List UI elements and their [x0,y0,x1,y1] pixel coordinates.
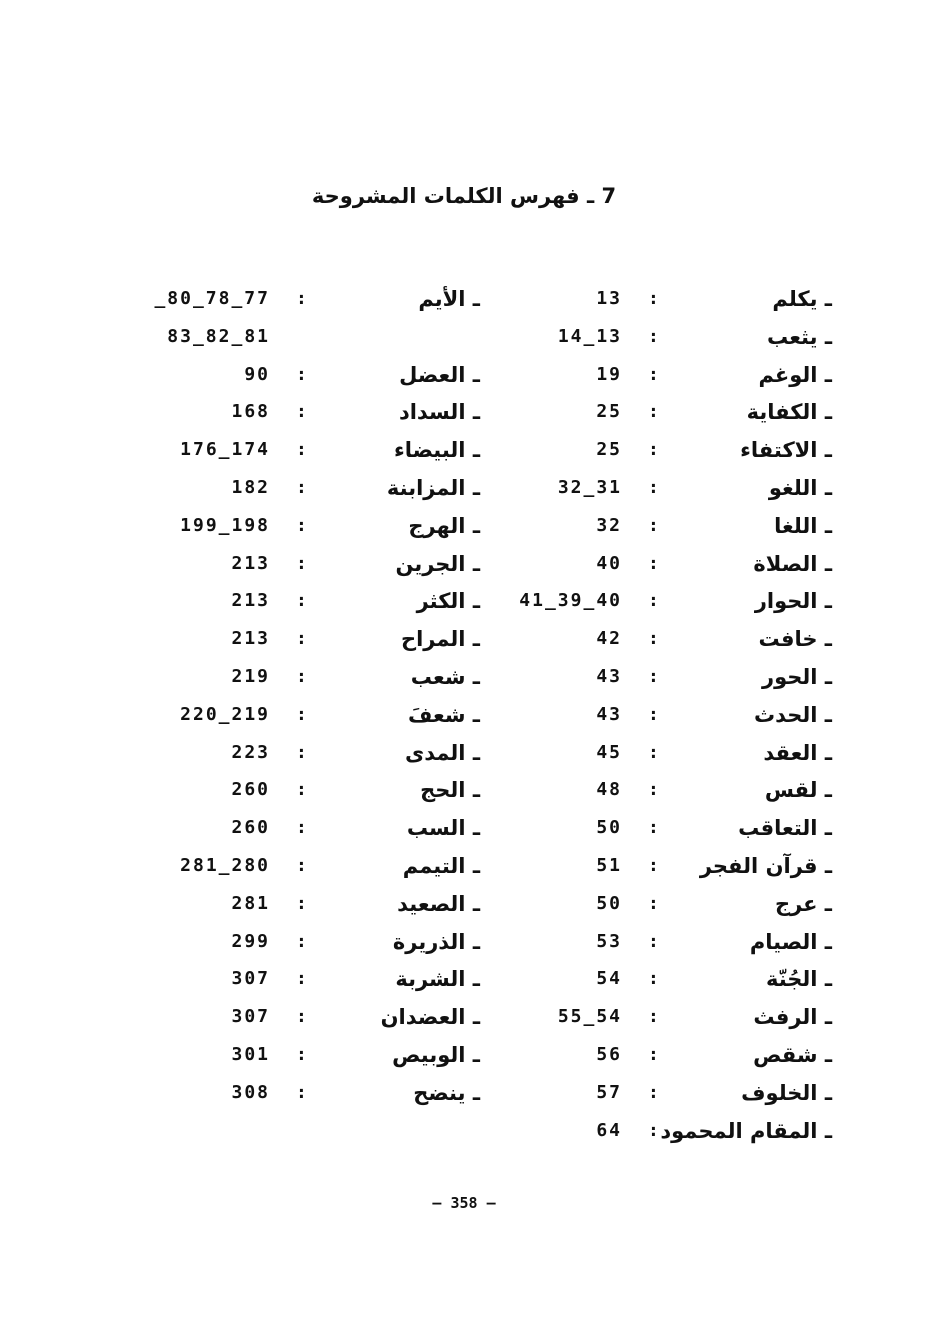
entry-page-numbers: 299 [231,930,270,952]
entry-separator: : [296,930,307,952]
index-entry [452,735,832,773]
index-entry [100,886,480,924]
entry-separator: : [296,968,307,990]
entry-separator: : [296,590,307,612]
entry-separator: : [648,930,659,952]
entry-page-numbers: 42 [596,628,622,650]
entry-page-numbers: 260 [231,817,270,839]
entry-separator: : [296,628,307,650]
entry-page-numbers: 308 [231,1081,270,1103]
entry-word: ـ ينضح [413,1080,480,1105]
index-entry [452,1113,832,1151]
entry-page-numbers: 213 [231,628,270,650]
entry-separator: : [296,401,307,423]
entry-word: ـ الوغم [758,362,832,387]
entry-separator: : [296,703,307,725]
entry-separator: : [296,892,307,914]
entry-word: ـ المقام المحمود [660,1118,832,1143]
entry-separator: : [648,703,659,725]
entry-page-numbers: 14_13 [557,325,622,347]
index-entry [452,772,832,810]
index-entry [100,1075,480,1113]
entry-page-numbers: 40 [596,552,622,574]
index-entry [452,659,832,697]
entry-word: ـ العضل [399,362,480,387]
index-entry [452,583,832,621]
entry-separator: : [296,439,307,461]
entry-page-numbers: 50 [596,817,622,839]
index-entry [100,961,480,999]
index-entry [452,886,832,924]
index-entry [452,848,832,886]
entry-word: ـ الرفث [753,1005,832,1030]
index-entry [100,810,480,848]
index-entry [452,1075,832,1113]
entry-separator: : [296,1081,307,1103]
entry-word: ـ خافت [758,627,832,652]
index-entry [452,697,832,735]
index-entry [452,1037,832,1075]
page-title: 7 ـ فهرس الكلمات المشروحة [311,184,617,208]
entry-separator: : [296,665,307,687]
entry-separator: : [648,665,659,687]
entry-page-numbers: 168 [231,401,270,423]
entry-separator: : [296,552,307,574]
entry-separator: : [296,363,307,385]
entry-separator: : [648,514,659,536]
entry-separator: : [648,1006,659,1028]
entry-page-numbers: 219 [231,665,270,687]
entry-page-numbers: 307 [231,1006,270,1028]
entry-separator: : [648,1081,659,1103]
entry-page-numbers: 25 [596,439,622,461]
index-entry [452,924,832,962]
index-entry [100,319,480,357]
entry-word: ـ التيمم [402,853,480,878]
entry-word: ـ الهرج [408,513,480,538]
entry-word: ـ التعاقب [738,816,832,841]
index-entry [452,961,832,999]
entry-page-numbers: 54 [596,968,622,990]
entry-page-numbers: 281_280 [180,854,270,876]
entry-separator: : [296,779,307,801]
index-entry [452,357,832,395]
entry-separator: : [296,1006,307,1028]
entry-word: ـ المراح [400,627,480,652]
entry-word: ـ الشربة [395,967,480,992]
entry-page-numbers: 213 [231,590,270,612]
entry-word: ـ السداد [398,400,480,425]
entry-word: ـ البيضاء [393,438,480,463]
entry-word: ـ يكلم [772,287,832,311]
entry-word: ـ الذريرة [392,929,480,954]
entry-word: ـ الحور [762,664,832,689]
index-entry [452,508,832,546]
entry-word: ـ الصيام [749,929,832,954]
entry-word: ـ المدى [404,740,480,765]
entry-separator: : [296,288,307,309]
index-entry [452,621,832,659]
entry-word: ـ الحج [420,778,480,803]
entry-page-numbers: 19 [596,363,622,385]
index-entry [100,999,480,1037]
index-entry [100,508,480,546]
entry-separator: : [648,363,659,385]
entry-word: ـ شعب [410,664,480,689]
entry-separator: : [648,628,659,650]
entry-separator: : [648,1119,659,1141]
entry-word: ـ الجُنّة [765,967,832,992]
entry-word: ـ الاكتفاء [740,438,832,463]
entry-page-numbers: 48 [596,779,622,801]
entry-page-numbers: 45 [596,741,622,763]
entry-separator: : [648,854,659,876]
index-column-right [452,281,832,1161]
index-entry [100,357,480,395]
entry-word: ـ الكفاية [746,400,832,425]
entry-page-numbers: 199_198 [180,514,270,536]
entry-page-numbers: 64 [596,1119,622,1141]
entry-page-numbers: 220_219 [180,703,270,725]
entry-page-numbers: 213 [231,552,270,574]
entry-word: ـ اللغا [774,513,832,538]
entry-separator: : [296,854,307,876]
entry-separator: : [648,401,659,423]
index-entry [452,999,832,1037]
entry-word: ـ الصلاة [753,551,832,576]
entry-page-numbers: 43 [596,703,622,725]
entry-word: ـ قرآن الفجر [699,853,832,878]
entry-separator: : [296,514,307,536]
index-entry [100,924,480,962]
index-entry [452,281,832,319]
entry-separator: : [648,779,659,801]
page-number: – 358 – [432,1194,496,1212]
entry-separator: : [648,439,659,461]
index-entry [100,546,480,584]
entry-page-numbers: 260 [231,779,270,801]
entry-separator: : [648,1043,659,1065]
index-entry [100,432,480,470]
entry-page-numbers: 90 [244,363,270,385]
index-entry [452,810,832,848]
entry-page-numbers: 57 [596,1081,622,1103]
index-entry [100,621,480,659]
entry-page-numbers: 41_39_40 [519,590,622,612]
entry-page-numbers: 25 [596,401,622,423]
entry-separator: : [648,968,659,990]
entry-word: ـ الحوار [754,589,832,614]
entry-word: ـ الخلوف [741,1080,832,1105]
index-entry [452,319,832,357]
index-entry [100,697,480,735]
index-entry [100,1037,480,1075]
entry-page-numbers: 32 [596,514,622,536]
entry-separator: : [648,741,659,763]
entry-word: ـ شقص [753,1042,832,1067]
entry-page-numbers: 13 [596,288,622,309]
entry-word: ـ الحدث [754,702,832,727]
entry-word: ـ السب [406,816,480,841]
entry-separator: : [648,817,659,839]
entry-page-numbers: 301 [231,1043,270,1065]
entry-word: ـ الكثر [416,589,480,614]
index-entry [100,659,480,697]
entry-page-numbers: 281 [231,892,270,914]
entry-word: ـ اللغو [768,475,832,500]
entry-separator: : [648,288,659,309]
index-entry [452,432,832,470]
entry-page-numbers: 55_54 [557,1006,622,1028]
entry-separator: : [648,552,659,574]
index-entry [452,394,832,432]
entry-word: ـ يثعب [766,324,832,349]
entry-separator: : [296,741,307,763]
entry-word: ـ الوبيص [392,1042,480,1067]
entry-word: ـ لقس [764,778,832,803]
index-entry [100,281,480,319]
entry-page-numbers: 51 [596,854,622,876]
entry-separator: : [648,892,659,914]
entry-word: ـ الجرين [395,551,480,576]
index-entry [100,848,480,886]
entry-page-numbers: 182 [231,476,270,498]
index-entry [452,470,832,508]
entry-page-numbers: 223 [231,741,270,763]
entry-word: ـ شعفَ [407,702,480,727]
entry-page-numbers: 32_31 [557,476,622,498]
entry-page-numbers: 53 [596,930,622,952]
entry-word: ـ عرج [774,891,832,916]
index-entry [100,583,480,621]
entry-page-numbers: 83_82_81 [167,325,270,347]
entry-page-numbers: 43 [596,665,622,687]
entry-word: ـ الصعيد [397,891,480,916]
entry-page-numbers: 56 [596,1043,622,1065]
index-entry [100,772,480,810]
index-entry [100,470,480,508]
index-entry [100,735,480,773]
entry-page-numbers: _80_78_77 [154,288,270,309]
index-column-left [100,281,480,1161]
entry-separator: : [296,817,307,839]
entry-separator: : [648,476,659,498]
entry-word: ـ العضدان [380,1005,480,1030]
index-entry [100,394,480,432]
entry-separator: : [296,476,307,498]
entry-separator: : [296,1043,307,1065]
entry-word: ـ الأيم [418,287,480,311]
index-entry [452,546,832,584]
entry-page-numbers: 307 [231,968,270,990]
entry-page-numbers: 176_174 [180,439,270,461]
entry-page-numbers: 50 [596,892,622,914]
entry-separator: : [648,590,659,612]
entry-word: ـ المزابنة [386,475,480,500]
entry-separator: : [648,325,659,347]
entry-word: ـ العقد [763,740,832,765]
